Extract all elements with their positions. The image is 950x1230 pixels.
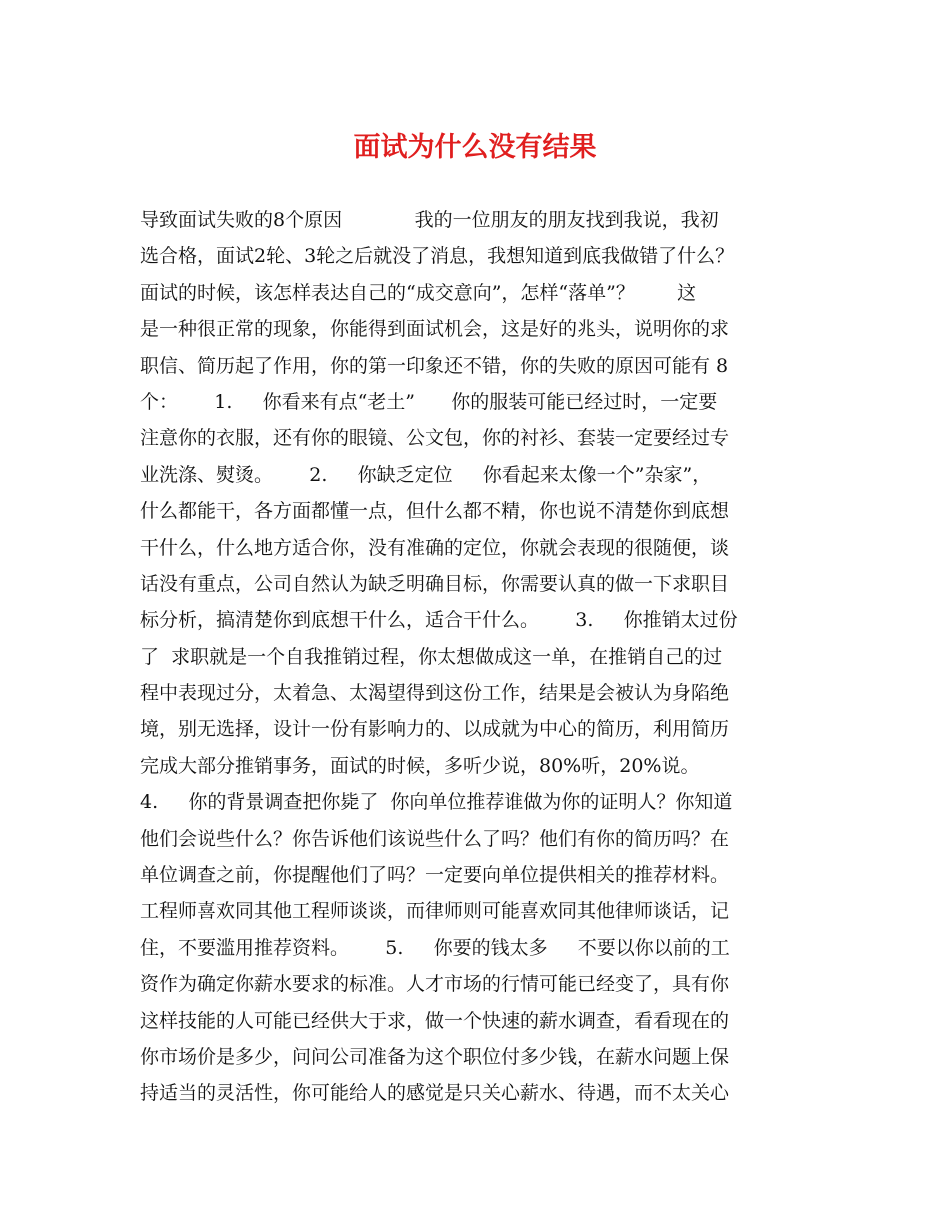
body-line: 是一种很正常的现象，你能得到面试机会，这是好的兆头，说明你的求 (140, 318, 730, 341)
body-line: 注意你的衣服，还有你的眼镜、公文包，你的衬衫、套装一定要经过专 (140, 427, 730, 450)
body-line: 干什么，什么地方适合你，没有准确的定位，你就会表现的很随便，谈 (140, 536, 730, 559)
body-line: 单位调查之前，你提醒他们了吗？一定要向单位提供相关的推荐材料。 (140, 864, 730, 887)
body-line: 这样技能的人可能已经供大于求，做一个快速的薪水调查，看看现在的 (140, 1009, 730, 1032)
body-line: 你市场价是多少，问问公司准备为这个职位付多少钱，在薪水问题上保 (140, 1045, 730, 1068)
body-line: 什么都能干，各方面都懂一点，但什么都不精，你也说不清楚你到底想 (140, 500, 730, 523)
body-line: 话没有重点，公司自然认为缺乏明确目标，你需要认真的做一下求职目 (140, 572, 730, 595)
body-line: 个： 1. 你看来有点“老土” 你的服装可能已经过时，一定要 (140, 390, 718, 413)
body-line: 他们会说些什么？你告诉他们该说些什么了吗？他们有你的简历吗？在 (140, 827, 730, 850)
body-line: 资作为确定你薪水要求的标准。人才市场的行情可能已经变了，具有你 (140, 973, 730, 996)
body-line: 选合格，面试2轮、3轮之后就没了消息，我想知道到底我做错了什么？ (140, 245, 735, 268)
body-line: 业洗涤、熨烫。 2. 你缺乏定位 你看起来太像一个”杂家”， (140, 463, 712, 486)
body-line: 持适当的灵活性，你可能给人的感觉是只关心薪水、待遇，而不太关心 (140, 1082, 730, 1105)
body-line: 了 求职就是一个自我推销过程，你太想做成这一单，在推销自己的过 (140, 645, 723, 668)
body-line: 程中表现过分，太着急、太渴望得到这份工作，结果是会被认为身陷绝 (140, 682, 730, 705)
body-line: 标分析，搞清楚你到底想干什么，适合干什么。 3. 你推销太过份 (140, 609, 738, 632)
body-line: 完成大部分推销事务，面试的时候，多听少说，80%听，20%说。 (140, 754, 700, 777)
document-body (140, 202, 830, 1112)
body-line: 4. 你的背景调查把你毙了 你向单位推荐谁做为你的证明人？你知道 (140, 791, 733, 814)
body-line: 境，别无选择，设计一份有影响力的、以成就为中心的简历，利用简历 (140, 718, 730, 741)
body-line: 导致面试失败的8个原因 我的一位朋友的朋友找到我说，我初 (140, 209, 719, 231)
body-line: 住，不要滥用推荐资料。 5. 你要的钱太多 不要以你以前的工 (140, 936, 730, 959)
body-line: 工程师喜欢同其他工程师谈谈，而律师则可能喜欢同其他律师谈话，记 (140, 900, 730, 923)
body-line: 职信、简历起了作用，你的第一印象还不错，你的失败的原因可能有 8 (140, 354, 729, 377)
body-line: 面试的时候，该怎样表达自己的“成交意向”，怎样“落单”？ 这 (140, 281, 697, 304)
document-title: 面试为什么没有结果 (353, 132, 597, 163)
